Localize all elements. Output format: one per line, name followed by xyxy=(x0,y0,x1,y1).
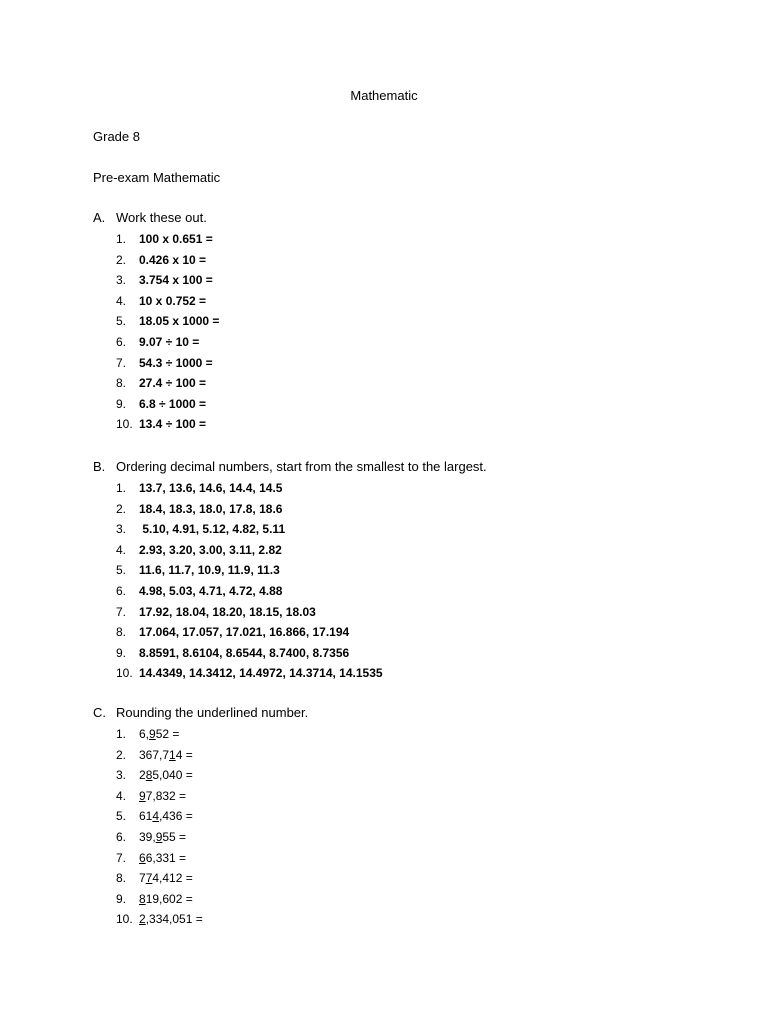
question-item xyxy=(93,767,733,788)
question-item xyxy=(93,604,733,625)
item-text: 10 x 0.752 = xyxy=(139,293,207,308)
item-number: 2. xyxy=(116,252,127,267)
item-text: 18.05 x 1000 = xyxy=(139,314,220,329)
section-b-heading xyxy=(93,459,733,475)
grade-label: Grade 8 xyxy=(93,129,140,144)
question-item xyxy=(93,293,733,314)
underlined-digit: 1 xyxy=(169,747,176,762)
question-item xyxy=(93,665,733,686)
document-subtitle: Pre-exam Mathematic xyxy=(93,170,221,185)
item-text: 8.8591, 8.6104, 8.6544, 8.7400, 8.7356 xyxy=(139,645,350,660)
item-text: 18.4, 18.3, 18.0, 17.8, 18.6 xyxy=(139,501,283,516)
item-number: 7. xyxy=(116,850,127,865)
item-text xyxy=(139,747,193,763)
item-text: 6.8 ÷ 1000 = xyxy=(139,396,206,411)
item-text: 2.93, 3.20, 3.00, 3.11, 2.82 xyxy=(139,542,282,557)
item-number: 6. xyxy=(116,334,127,349)
underlined-digit: 4 xyxy=(152,809,160,824)
question-item xyxy=(93,396,733,417)
item-number: 1. xyxy=(116,727,127,741)
section-a-heading xyxy=(93,210,733,226)
section-c-items xyxy=(93,726,733,932)
number-part: ,436 = xyxy=(159,809,193,824)
item-text xyxy=(139,850,186,866)
question-item xyxy=(93,375,733,396)
item-text: 14.4349, 14.3412, 14.4972, 14.3714, 14.1535 xyxy=(139,666,383,681)
item-text: 9.07 ÷ 10 = xyxy=(139,334,200,349)
item-number: 9. xyxy=(116,645,127,660)
section-b-items xyxy=(93,480,733,686)
number-part: 6, xyxy=(139,727,150,741)
item-number: 5. xyxy=(116,314,127,329)
section-heading-text: Ordering decimal numbers, start from the smallest to the largest. xyxy=(116,459,487,474)
document-title: Mathematic xyxy=(350,88,418,103)
number-part: 5,040 = xyxy=(152,768,193,783)
item-number: 2. xyxy=(116,747,127,762)
section-heading-text: Work these out. xyxy=(116,210,207,225)
underlined-digit: 7 xyxy=(145,871,153,886)
item-text xyxy=(139,808,193,824)
item-text: 0.426 x 10 = xyxy=(139,252,207,267)
item-number: 10. xyxy=(116,417,133,432)
question-item xyxy=(93,272,733,293)
item-number: 4. xyxy=(116,788,127,803)
underlined-digit: 9 xyxy=(139,788,146,803)
number-part: 52 = xyxy=(155,727,180,741)
question-item xyxy=(93,313,733,334)
question-item xyxy=(93,645,733,666)
underlined-digit: 8 xyxy=(139,891,146,906)
number-part: 4,412 = xyxy=(152,871,193,886)
number-part: 55 = xyxy=(162,829,187,844)
item-number: 1. xyxy=(116,232,127,246)
item-text xyxy=(139,788,186,804)
item-number: 6. xyxy=(116,583,127,598)
item-text: 11.6, 11.7, 10.9, 11.9, 11.3 xyxy=(139,563,280,578)
item-text: 17.064, 17.057, 17.021, 16.866, 17.194 xyxy=(139,625,350,640)
question-item xyxy=(93,501,733,522)
number-part: 39, xyxy=(139,829,156,844)
underlined-digit: 9 xyxy=(155,829,163,844)
item-text: 27.4 ÷ 100 = xyxy=(139,376,206,391)
item-number: 4. xyxy=(116,293,127,308)
question-item xyxy=(93,870,733,891)
item-number: 9. xyxy=(116,396,127,411)
section-letter: B. xyxy=(93,459,106,474)
number-part: 7 xyxy=(139,871,146,886)
item-number: 1. xyxy=(116,481,127,495)
question-item xyxy=(93,850,733,871)
item-text xyxy=(139,726,179,742)
underlined-digit: 6 xyxy=(139,850,146,865)
item-text: 13.4 ÷ 100 = xyxy=(139,417,206,432)
item-number: 9. xyxy=(116,891,127,906)
question-item xyxy=(93,747,733,768)
item-text xyxy=(139,891,193,907)
question-item xyxy=(93,829,733,850)
item-number: 3. xyxy=(116,273,127,288)
item-text: 5.10, 4.91, 5.12, 4.82, 5.11 xyxy=(139,522,286,537)
underlined-digit: 2 xyxy=(139,912,146,927)
number-part: 19,602 = xyxy=(145,891,193,906)
item-number: 10. xyxy=(116,912,133,927)
item-text xyxy=(139,829,186,845)
item-text: 13.7, 13.6, 14.6, 14.4, 14.5 xyxy=(139,481,283,495)
section-c xyxy=(93,705,733,932)
item-number: 3. xyxy=(116,768,127,783)
number-part: 4 = xyxy=(175,747,193,762)
item-number: 5. xyxy=(116,563,127,578)
item-number: 7. xyxy=(116,604,127,619)
question-item xyxy=(93,562,733,583)
question-item xyxy=(93,416,733,437)
item-number: 2. xyxy=(116,501,127,516)
item-number: 3. xyxy=(116,522,127,537)
underlined-digit: 9 xyxy=(149,727,156,741)
item-text: 4.98, 5.03, 4.71, 4.72, 4.88 xyxy=(139,583,283,598)
item-number: 8. xyxy=(116,376,127,391)
number-part: 7,832 = xyxy=(145,788,187,803)
item-text: 54.3 ÷ 1000 = xyxy=(139,355,213,370)
item-number: 8. xyxy=(116,625,127,640)
question-item xyxy=(93,788,733,809)
number-part: 6,331 = xyxy=(145,850,187,865)
item-number: 6. xyxy=(116,829,127,844)
item-text: 17.92, 18.04, 18.20, 18.15, 18.03 xyxy=(139,604,316,619)
question-item xyxy=(93,334,733,355)
section-c-heading xyxy=(93,705,733,721)
number-part: 2 xyxy=(139,768,146,783)
question-item xyxy=(93,480,733,501)
section-a xyxy=(93,210,733,437)
item-text xyxy=(139,870,193,886)
question-item xyxy=(93,808,733,829)
question-item xyxy=(93,624,733,645)
number-part: 61 xyxy=(139,809,153,824)
item-number: 8. xyxy=(116,871,127,886)
section-letter: C. xyxy=(93,705,106,720)
question-item xyxy=(93,355,733,376)
item-text xyxy=(139,767,193,783)
section-heading-text: Rounding the underlined number. xyxy=(116,705,309,720)
question-item xyxy=(93,542,733,563)
question-item xyxy=(93,231,733,252)
section-a-items xyxy=(93,231,733,437)
question-item xyxy=(93,911,733,932)
question-item xyxy=(93,891,733,912)
question-item xyxy=(93,726,733,747)
number-part: ,334,051 = xyxy=(145,912,203,927)
item-text: 100 x 0.651 = xyxy=(139,232,213,246)
item-text: 3.754 x 100 = xyxy=(139,273,213,288)
question-item xyxy=(93,252,733,273)
underlined-digit: 8 xyxy=(145,768,153,783)
section-letter: A. xyxy=(93,210,106,225)
item-number: 5. xyxy=(116,809,127,824)
question-item xyxy=(93,521,733,542)
section-b xyxy=(93,459,733,686)
item-number: 10. xyxy=(116,666,133,681)
question-item xyxy=(93,583,733,604)
number-part: 367,7 xyxy=(139,747,170,762)
item-number: 4. xyxy=(116,542,127,557)
item-number: 7. xyxy=(116,355,127,370)
item-text xyxy=(139,911,203,927)
